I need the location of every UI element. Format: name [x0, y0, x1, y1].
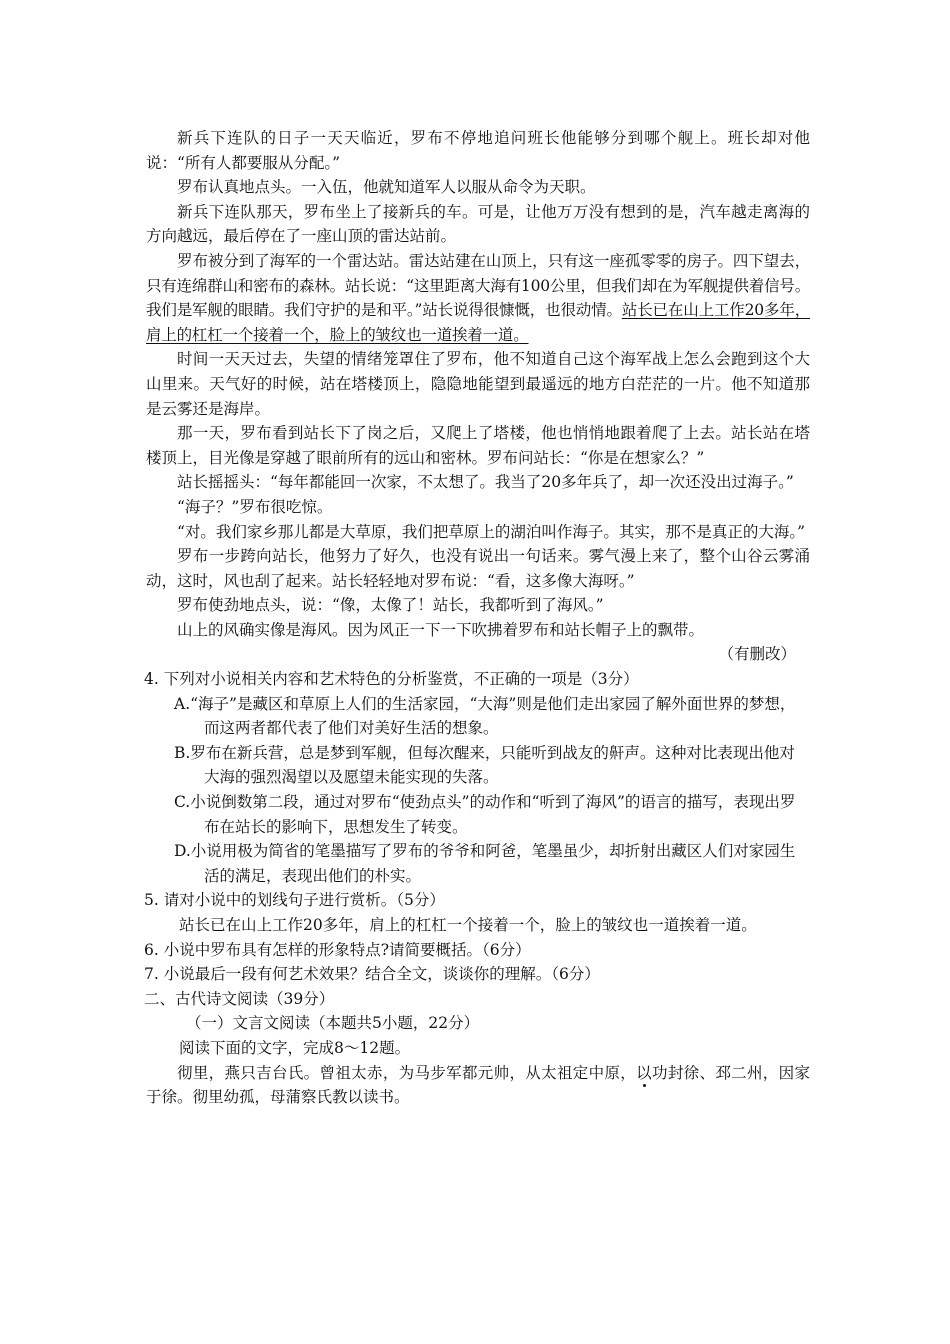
question-4-option-c: C.小说倒数第二段，通过对罗布“使劲点头”的动作和“听到了海风”的语言的描写，表现出罗布在站长的影响下，思想发生了转变。 — [174, 793, 796, 836]
passage-paragraph-8: “海子？”罗布很吃惊。 — [177, 497, 333, 516]
question-4-option-a: A.“海子”是藏区和草原上人们的生活家园，“大海”则是他们走出家园了解外面世界的梦想，而这两者都代表了他们对美好生活的想象。 — [174, 694, 796, 738]
passage-paragraph-11: 罗布使劲地点头，说：“像，太像了！站长，我都听到了海风。” — [177, 596, 604, 615]
question-7: 7. 小说最后一段有何艺术效果？结合全文，谈谈你的理解。（6分） — [144, 965, 600, 984]
classical-text-part-2: 功封徐、邳二州，因家于徐。彻里幼孤，母蒲察氏教以读书。 — [146, 1063, 810, 1107]
passage-paragraph-7: 站长摇摇头：“每年都能回一次家，不太想了。我当了20多年兵了，却一次还没出过海子。” — [177, 473, 794, 492]
passage-paragraph-4-text: 罗布被分到了海军的一个雷达站。雷达站建在山顶上，只有这一座孤零零的房子。四下望去，只有连绵群山和密布的森林。站长说：“这里距离大海有100公里，但我们却在为军舰提供着信号。我们是军舰的眼睛。我们守护的是和平。”站长说得很慷慨，也很动情。 — [146, 251, 811, 320]
question-4-option-d: D.小说用极为简省的笔墨描写了罗布的爷爷和阿爸，笔墨虽少，却折射出藏区人们对家园生活的满足，表现出他们的朴实。 — [174, 842, 796, 885]
underlined-sentence: 站长已在山上工作20多年，肩上的杠杠一个接着一个，脸上的皱纹也一道挨着一道。 — [146, 301, 811, 344]
source-note: （有删改） — [718, 645, 796, 664]
passage-paragraph-2: 罗布认真地点头。一入伍，他就知道军人以服从命令为天职。 — [177, 178, 596, 197]
question-6: 6. 小说中罗布具有怎样的形象特点?请简要概括。（6分） — [144, 940, 531, 959]
question-5: 5. 请对小说中的划线句子进行赏析。（5分） — [144, 891, 445, 910]
section-2-subtitle: （一）文言文阅读（本题共5小题，22分） — [186, 1014, 480, 1033]
question-5-quote: 站长已在山上工作20多年，肩上的杠杠一个接着一个，脸上的皱纹也一道挨着一道。 — [179, 916, 757, 934]
page-content — [146, 126, 810, 1110]
passage-paragraph-5: 时间一天天过去，失望的情绪笼罩住了罗布，他不知道自己这个海军战上怎么会跑到这个大山里来。天气好的时候，站在塔楼顶上，隐隐地能望到最遥远的地方白茫茫的一片。他不知道那是云雾还是海岸。 — [146, 350, 810, 418]
dotted-character: 以 — [636, 1063, 652, 1082]
section-2-instruction: 阅读下面的文字，完成8～12题。 — [179, 1038, 411, 1057]
passage-paragraph-10: 罗布一步跨向站长，他努力了好久，也没有说出一句话来。雾气漫上来了，整个山谷云雾涌动，这时，风也刮了起来。站长轻轻地对罗布说：“看，这多像大海呀。” — [146, 547, 810, 590]
classical-text-paragraph — [146, 1061, 810, 1110]
question-4: 4. 下列对小说相关内容和艺术特色的分析鉴赏，不正确的一项是（3分） — [144, 670, 639, 689]
classical-text-part-1: 彻里，燕只吉台氏。曾祖太赤，为马步军都元帅，从太祖定中原， — [177, 1063, 637, 1082]
section-2-title: 二、古代诗文阅读（39分） — [144, 989, 335, 1008]
passage-paragraph-1: 新兵下连队的日子一天天临近，罗布不停地追问班长他能够分到哪个舰上。班长却对他说：“所有人都要服从分配。” — [146, 129, 810, 172]
passage-paragraph-6: 那一天，罗布看到站长下了岗之后，又爬上了塔楼，他也悄悄地跟着爬了上去。站长站在塔楼顶上，目光像是穿越了眼前所有的远山和密林。罗布问站长：“你是在想家么？” — [146, 424, 810, 467]
passage-paragraph-3: 新兵下连队那天，罗布坐上了接新兵的车。可是，让他万万没有想到的是，汽车越走离海的方向越远，最后停在了一座山顶的雷达站前。 — [146, 202, 810, 246]
question-4-option-b: B.罗布在新兵营，总是梦到军舰，但每次醒来，只能听到战友的鼾声。这种对比表现出他对大海的强烈渴望以及愿望未能实现的失落。 — [174, 743, 795, 787]
passage-paragraph-12: 山上的风确实像是海风。因为风正一下一下吹拂着罗布和站长帽子上的飘带。 — [177, 620, 705, 639]
passage-paragraph-4 — [146, 249, 810, 347]
passage-paragraph-9: “对。我们家乡那儿都是大草原，我们把草原上的湖泊叫作海子。其实，那不是真正的大海。” — [177, 522, 806, 541]
